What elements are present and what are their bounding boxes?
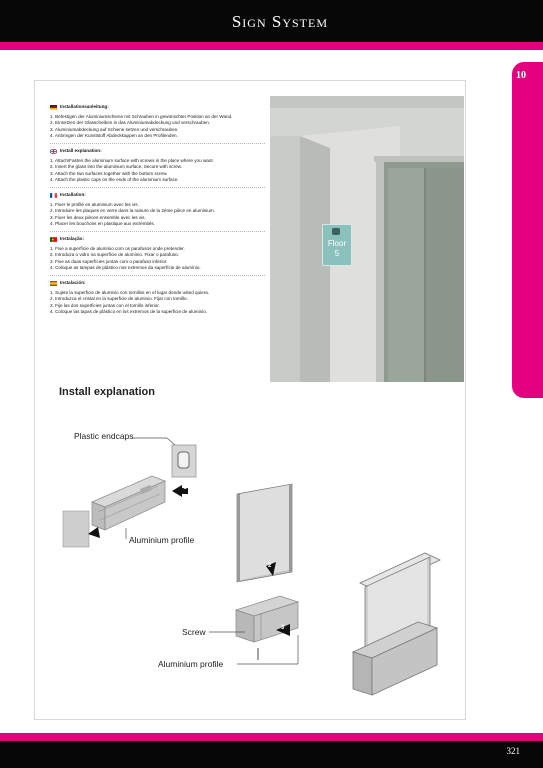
wall-block-icon [63, 511, 89, 547]
instruction-step: 4. Coloque las tapas de plástico en los extremos de la superficie de aluminio. [50, 308, 208, 314]
arrow-step-1b-icon [88, 527, 100, 538]
section-title: Sign System [231, 12, 328, 31]
instruction-step: 4. Anbringen der Kunststoff Abdeckkappen an den Profilenden. [50, 132, 178, 138]
instruction-step: 3. Fije las dos superficies juntas con el tornillo inferior. [50, 302, 160, 308]
aluminium-profile-rail-icon [92, 476, 165, 530]
page-number: 321 [506, 746, 520, 756]
instruction-step: 3. Fixer les deux pièces ensemble avec les vis. [50, 214, 146, 220]
step-1-number: 1 [183, 485, 187, 491]
sign-floor-number: 5 [334, 249, 340, 258]
label-screw: Screw [182, 627, 206, 637]
instruction-heading: Install explanation: [60, 148, 102, 154]
assembled-sign-icon [353, 553, 440, 695]
instruction-step: 1. Fixer le profilé en aluminium avec les vis. [50, 202, 139, 208]
instruction-step: 3. Attach the two surfaces together with the bottom screw. [50, 170, 168, 176]
instruction-step: 2. Insert the glass into the aluminium surface. Secure with screw. [50, 164, 183, 170]
instruction-step: 2. Einsetzen der Glasscheiben in das Aluminiumabdeckung und verschrauben. [50, 120, 211, 126]
instruction-step: 4. Placer les bouchons en plastique aux extrémités. [50, 220, 155, 226]
instruction-heading: Installation: [60, 192, 86, 198]
endcap-detail-icon [132, 438, 196, 477]
instruction-step: 2. Introduire les plaques en verre dans la rainure de la 2ème pièce en aluminium. [50, 208, 215, 214]
instruction-step: 1. Sujete la superficie de aluminio con tornillos en el lugar donde usted quiera. [50, 290, 210, 296]
label-aluminium-profile-rail: Aluminium profile [129, 535, 195, 545]
label-aluminium-profile-base: Aluminium profile [158, 659, 224, 669]
chapter-number: 10 [516, 70, 526, 81]
diagram-title: Install explanation [59, 386, 155, 398]
instruction-step: 2. Introduza o vidro na superfície de alumínio. Fixar o parafuso. [50, 252, 179, 258]
step-2-number: 2 [268, 563, 272, 569]
instruction-step: 4. Coloque as tampas de plástico nos extremos da superfície de alumínio. [50, 264, 201, 270]
instruction-step: 1. Befestigen der Aluminiumschiene mit Schrauben in gewünschter Position an der Wand. [50, 114, 233, 120]
footer-bar [0, 741, 543, 768]
instruction-step: 1. Fixe a superfície de alumínio com os parafusos onde pretender. [50, 246, 185, 252]
instruction-step: 2. Introduzca el cristal en la superficie de aluminio. Fijar con tornillo. [50, 296, 188, 302]
instruction-step: 4. Attach the plastic caps on the ends of the aluminium surface. [50, 176, 179, 182]
instruction-step: 1. Attach/Fasten the aluminium surface with screws in the place where you want. [50, 158, 214, 164]
bottom-accent-bar [0, 733, 543, 741]
instruction-step: 3. Aluminiumabdeckung auf Schiene setzen und verschrauben. [50, 126, 179, 132]
step-3-number: 3 [281, 625, 285, 631]
instruction-heading: Instalação: [60, 236, 84, 242]
sign-floor-label: Floor [327, 239, 347, 248]
instruction-heading: Installationsanleitung: [60, 104, 109, 109]
instruction-step: 3. Fixe as duas superfícies juntas com o parafuso inferior. [50, 258, 168, 264]
glass-panel-icon [237, 484, 292, 582]
instruction-heading: Instalación: [60, 280, 86, 286]
label-plastic-endcaps: Plastic endcaps [74, 431, 134, 441]
